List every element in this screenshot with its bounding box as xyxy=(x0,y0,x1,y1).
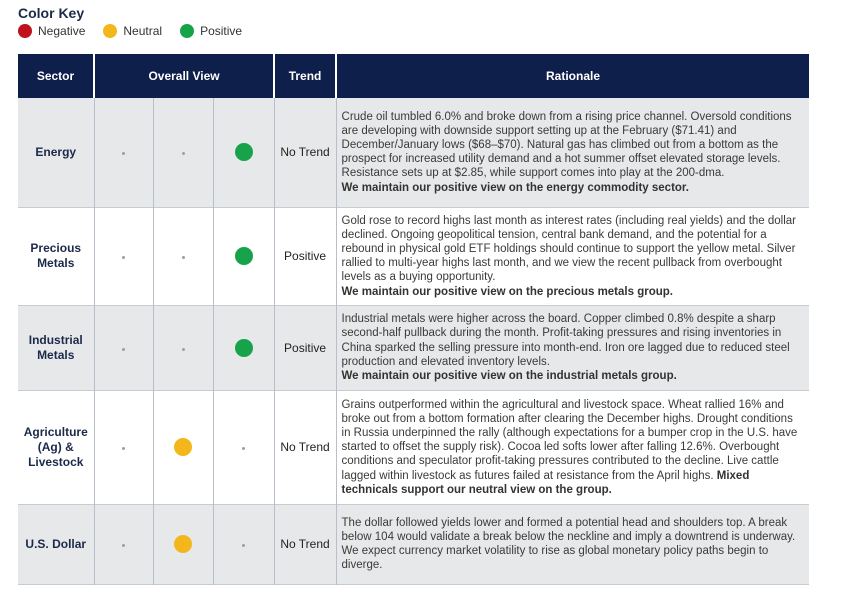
empty-dot-icon xyxy=(122,256,125,259)
rationale-text: Industrial metals were higher across the board. Copper climbed 0.8% despite a sharp second-half pullback during the month. Profit-taking pressures and rising inventories in China sparked the selling pressure into month-end. Iron ore lagged due to reduced steel production and elevated inventory levels. xyxy=(341,313,790,368)
sector-name: Agriculture (Ag) & Livestock xyxy=(18,390,94,504)
empty-dot-icon xyxy=(182,256,185,259)
trend-value: No Trend xyxy=(274,98,336,207)
view-neutral-cell xyxy=(153,98,213,207)
view-negative-cell xyxy=(94,504,153,584)
table-row xyxy=(18,504,809,584)
rationale-text: Crude oil tumbled 6.0% and broke down from a rising price channel. Oversold conditions are developing with downside support setting up at the February ($71.41) and December/January lows ($68–$70). Natural gas has climbed out from a bottom as the prospect for increased utility demand and a hot summer offset elevated storage levels. Resistance sets up at $2.85, while support comes into play at the 200-dma. xyxy=(341,110,792,180)
legend-item-negative xyxy=(18,24,85,38)
view-neutral-cell xyxy=(153,207,213,305)
view-positive-cell xyxy=(213,98,274,207)
empty-dot-icon xyxy=(182,152,185,155)
neutral-dot-icon xyxy=(174,438,192,456)
view-positive-cell xyxy=(213,504,274,584)
positive-dot-icon xyxy=(235,339,253,357)
view-negative-cell xyxy=(94,390,153,504)
table-row xyxy=(18,305,809,390)
legend-label: Neutral xyxy=(123,24,163,38)
view-positive-cell xyxy=(213,305,274,390)
neutral-dot-icon xyxy=(103,24,117,38)
empty-dot-icon xyxy=(242,447,245,450)
sector-name: U.S. Dollar xyxy=(18,504,94,584)
neutral-dot-icon xyxy=(174,535,192,553)
table-row xyxy=(18,98,809,207)
color-key-title: Color Key xyxy=(18,5,85,21)
view-negative-cell xyxy=(94,207,153,305)
trend-value: Positive xyxy=(274,305,336,390)
empty-dot-icon xyxy=(122,152,125,155)
rationale-conclusion: We maintain our positive view on the industrial metals group. xyxy=(341,370,677,383)
trend-value: No Trend xyxy=(274,390,336,504)
trend-value: Positive xyxy=(274,207,336,305)
sector-table xyxy=(18,54,809,585)
sector-name: Precious Metals xyxy=(18,207,94,305)
header-rationale: Rationale xyxy=(336,54,809,98)
legend-item-neutral xyxy=(103,24,162,38)
positive-dot-icon xyxy=(235,143,253,161)
negative-dot-icon xyxy=(18,24,32,38)
empty-dot-icon xyxy=(122,544,125,547)
positive-dot-icon xyxy=(180,24,194,38)
table-row xyxy=(18,390,809,504)
table-header-row xyxy=(18,54,809,98)
header-sector: Sector xyxy=(18,54,94,98)
empty-dot-icon xyxy=(242,544,245,547)
trend-value: No Trend xyxy=(274,504,336,584)
rationale-conclusion: We maintain our positive view on the energy commodity sector. xyxy=(341,181,689,194)
color-key-legend xyxy=(18,24,260,38)
rationale-text: Gold rose to record highs last month as interest rates (including real yields) and the dollar declined. Ongoing geopolitical tension, central bank demand, and the potential for a rebound in physical gold ETF holdings should continue to support the yellow metal. Silver rallied to multi-year highs last month, and we view the recent pullback from overbought levels as a buying opportunity. xyxy=(341,214,797,284)
header-trend: Trend xyxy=(274,54,336,98)
rationale-cell xyxy=(336,207,809,305)
view-positive-cell xyxy=(213,390,274,504)
view-neutral-cell xyxy=(153,390,213,504)
color-key xyxy=(18,5,260,38)
positive-dot-icon xyxy=(235,247,253,265)
empty-dot-icon xyxy=(122,447,125,450)
legend-label: Negative xyxy=(38,24,86,38)
sector-name: Energy xyxy=(18,98,94,207)
table-row xyxy=(18,207,809,305)
view-negative-cell xyxy=(94,98,153,207)
view-neutral-cell xyxy=(153,504,213,584)
rationale-cell xyxy=(336,504,809,584)
rationale-conclusion: Mixed technicals support our neutral view on the group. xyxy=(341,469,750,496)
rationale-cell xyxy=(336,98,809,207)
rationale-conclusion: We maintain our positive view on the precious metals group. xyxy=(341,285,673,298)
rationale-text: Grains outperformed within the agricultural and livestock space. Wheat rallied 16% and broke out from a bottom formation after clearing the December highs. Drought conditions in Russia underpinned the rally (although expectations for a bumper crop in the U.S. have started to offset the supply risk). Cocoa led softs lower after falling 12.6%. Overbought conditions and speculator profit-taking pressures contributed to the decline. Live cattle lagged within livestock as futures failed at resistance from the April highs. xyxy=(341,398,798,482)
view-positive-cell xyxy=(213,207,274,305)
rationale-cell xyxy=(336,305,809,390)
view-negative-cell xyxy=(94,305,153,390)
empty-dot-icon xyxy=(122,348,125,351)
empty-dot-icon xyxy=(182,348,185,351)
rationale-text: The dollar followed yields lower and formed a potential head and shoulders top. A break below 104 would validate a break below the neckline and imply a downtrend is underway. We expect currency market volatility to rise as global monetary policy paths begin to diverge. xyxy=(341,516,796,572)
header-overall-view: Overall View xyxy=(94,54,274,98)
sector-name: Industrial Metals xyxy=(18,305,94,390)
view-neutral-cell xyxy=(153,305,213,390)
rationale-cell xyxy=(336,390,809,504)
legend-label: Positive xyxy=(200,24,243,38)
legend-item-positive xyxy=(180,24,242,38)
